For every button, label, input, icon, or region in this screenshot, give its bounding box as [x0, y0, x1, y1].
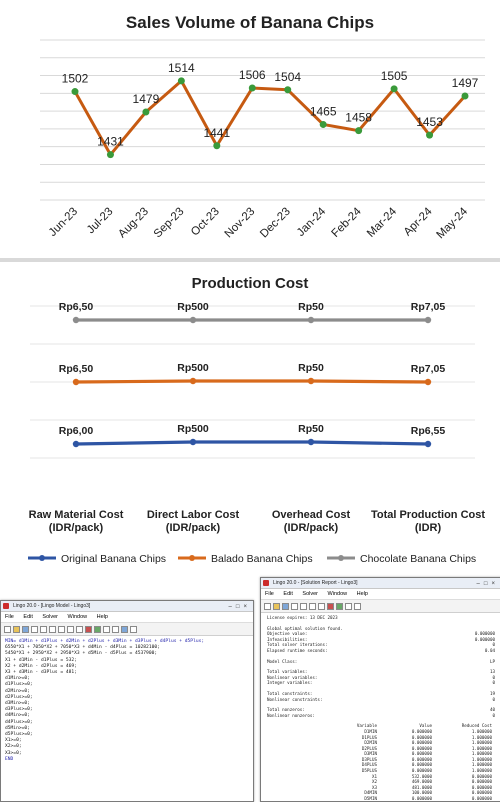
toolbar — [261, 600, 500, 613]
menu-help[interactable]: Help — [356, 591, 368, 597]
open-folder-icon[interactable] — [13, 626, 20, 633]
x-tick-label: Dec-23 — [258, 205, 293, 241]
options-icon[interactable] — [345, 603, 352, 610]
x-tick-label: Oct-23 — [189, 205, 222, 239]
report-line: Nonlinear variables: 0 — [267, 674, 495, 680]
data-point — [249, 85, 256, 92]
constraints-block — [267, 691, 495, 702]
solution-report-text[interactable] — [261, 613, 500, 802]
data-point — [73, 379, 79, 385]
chart-title: Sales Volume of Banana Chips — [125, 13, 375, 32]
cut-icon[interactable] — [300, 603, 307, 610]
code-line: d1Min>=0; — [5, 676, 30, 682]
code-line: 5450*X1 + 2950*X2 + 2950*X3 + d5Min - d5Plus = 4537900; — [5, 651, 158, 657]
x-tick-label: May-24 — [434, 205, 471, 242]
data-label: Rp500 — [177, 362, 209, 374]
data-label: Rp7,05 — [410, 363, 446, 375]
x-tick-label: Sep-23 — [151, 205, 187, 241]
print-icon[interactable] — [291, 603, 298, 610]
x-tick-label: Raw Material Cost — [28, 509, 124, 521]
x-tick-label: Overhead Cost — [271, 509, 351, 521]
sales-volume-svg — [0, 0, 500, 258]
report-line: Integer variables: 0 — [267, 680, 495, 686]
solution-report-window[interactable] — [260, 577, 500, 802]
data-point — [73, 441, 79, 447]
code-line: d2Min>=0; — [5, 688, 30, 694]
data-label: 1431 — [97, 134, 124, 149]
data-label: 1502 — [61, 71, 89, 86]
data-point — [391, 85, 398, 92]
code-line: X1 + d1Min - d1Plus = 532; — [5, 657, 77, 663]
code-line: 6550*X1 + 7050*X2 + 7050*X3 + d4Min - d4Plus = 10282100; — [5, 645, 160, 651]
paste-icon[interactable] — [58, 626, 65, 633]
nonzeros-block — [267, 707, 495, 718]
code-line: END — [5, 756, 14, 762]
x-tick-label: Jun-23 — [46, 205, 81, 239]
data-label: 1514 — [168, 60, 195, 75]
code-line: d4Plus>=0; — [5, 719, 33, 725]
menu-help[interactable]: Help — [96, 614, 108, 620]
run-icon[interactable] — [94, 626, 101, 633]
x-tick-label: Jan-24 — [294, 205, 329, 239]
data-point — [308, 378, 314, 384]
toolbar — [1, 623, 253, 636]
code-line: d3Plus>=0; — [5, 707, 33, 713]
data-label: 1497 — [451, 76, 479, 90]
lingo-app-icon — [3, 603, 9, 609]
menu-bar — [1, 612, 253, 623]
data-point — [190, 378, 196, 384]
code-line: d3Min>=0; — [5, 701, 30, 707]
x-tick-label: (IDR/pack) — [48, 522, 104, 534]
x-tick-label: Direct Labor Cost — [146, 509, 240, 521]
data-point — [107, 151, 114, 158]
code-line: X2 + d2Min - d2Plus = 469; — [5, 663, 77, 669]
data-label: Rp6,00 — [58, 425, 94, 437]
matrix-icon[interactable] — [103, 626, 110, 633]
code-line: d2Plus>=0; — [5, 694, 33, 700]
code-line: MIN= d1Min + d1Plus + d2Min + d2Plus + d3Min + d3Plus + d4Plus + d5Plus; — [5, 639, 205, 644]
data-label: Rp50 — [298, 301, 324, 313]
data-label: 1453 — [416, 115, 443, 130]
report-line: Total constraints: 19 — [267, 690, 495, 696]
menu-solver[interactable]: Solver — [42, 614, 59, 620]
model-class-line: Model Class: LP — [267, 658, 495, 664]
model-code-editor[interactable] — [1, 636, 253, 766]
data-label: Rp50 — [298, 423, 324, 435]
data-label: Rp6,50 — [58, 363, 94, 375]
print-icon[interactable] — [31, 626, 38, 633]
report-line: Objective value: 0.000000 — [267, 631, 495, 637]
table-row: D4PLUS 0.000000 1.000000 — [361, 762, 492, 768]
data-label: Rp6,50 — [58, 301, 94, 313]
status-block — [267, 626, 495, 654]
sales-volume-chart — [0, 0, 500, 258]
menu-window[interactable]: Window — [327, 591, 348, 597]
report-line: Total variables: 13 — [267, 669, 495, 675]
data-point — [425, 317, 431, 323]
window-tile-icon[interactable] — [121, 626, 128, 633]
variables-block — [267, 669, 495, 686]
window-titlebar[interactable] — [261, 578, 500, 589]
window-titlebar[interactable] — [1, 601, 253, 612]
x-tick-label: Aug-23 — [116, 205, 152, 241]
new-file-icon[interactable] — [264, 603, 271, 610]
open-folder-icon[interactable] — [273, 603, 280, 610]
lingo-model-window[interactable] — [0, 600, 254, 802]
menu-file[interactable]: File — [265, 591, 274, 597]
help-icon[interactable] — [354, 603, 361, 610]
data-label: Rp6,55 — [410, 425, 446, 437]
data-label: Rp500 — [177, 301, 209, 313]
x-tick-label: (IDR) — [414, 522, 442, 534]
x-tick-label: (IDR/pack) — [165, 522, 221, 534]
window-title: Lingo 20.0 - [Lingo Model - Lingo3] — [13, 603, 91, 609]
table-row: X3 481.0000 0.000000 — [371, 784, 492, 790]
code-line: X3>=0; — [5, 750, 22, 756]
data-point — [425, 441, 431, 447]
table-row: D4MIN 100.0000 0.000000 — [364, 790, 492, 796]
x-tick-label: Nov-23 — [222, 205, 258, 241]
menu-file[interactable]: File — [5, 614, 14, 620]
x-tick-label: Jul-23 — [84, 205, 116, 237]
data-label: 1505 — [380, 68, 408, 83]
series-line — [76, 442, 428, 444]
legend-marker — [338, 555, 344, 561]
report-line: Global optimal solution found. — [267, 625, 343, 631]
data-label: 1465 — [309, 104, 337, 119]
x-tick-label: Total Production Cost — [370, 509, 486, 521]
x-tick-label: (IDR/pack) — [283, 522, 339, 534]
code-line: d5Min>=0; — [5, 725, 30, 731]
options-icon[interactable] — [112, 626, 119, 633]
data-label: Rp7,05 — [410, 301, 446, 313]
x-tick-label: Apr-24 — [401, 205, 435, 239]
data-point — [320, 121, 327, 128]
report-line: Nonlinear nonzeros: 0 — [267, 712, 495, 718]
cut-icon[interactable] — [40, 626, 47, 633]
save-icon[interactable] — [282, 603, 289, 610]
new-file-icon[interactable] — [4, 626, 11, 633]
code-line: d5Plus>=0; — [5, 732, 33, 738]
window-controls[interactable]: –□× — [228, 604, 251, 610]
menu-edit[interactable]: Edit — [23, 614, 33, 620]
data-point — [462, 93, 469, 100]
license-line: License expires: 13 DEC 2023 — [267, 615, 338, 620]
copy-icon[interactable] — [309, 603, 316, 610]
table-row: D5PLUS 0.000000 1.000000 — [361, 768, 492, 774]
production-cost-chart — [0, 262, 500, 572]
table-header-row: Variable Value Reduced Cost — [356, 723, 492, 729]
solve-icon[interactable] — [85, 626, 92, 633]
data-point — [284, 86, 291, 93]
code-line: X2>=0; — [5, 744, 22, 750]
data-label: 1479 — [132, 92, 160, 106]
data-point — [72, 88, 79, 95]
solve-icon[interactable] — [327, 603, 334, 610]
help-icon[interactable] — [130, 626, 137, 633]
x-tick-label: Feb-24 — [329, 205, 364, 240]
data-point — [178, 77, 185, 84]
menu-window[interactable]: Window — [67, 614, 88, 620]
report-line: Total nonzeros: 40 — [267, 707, 495, 713]
table-row: D1PLUS 0.000000 1.000000 — [361, 734, 492, 740]
chart-title: Production Cost — [191, 275, 309, 292]
table-row: D5MIN 0.000000 0.000000 — [364, 796, 492, 802]
data-point — [308, 317, 314, 323]
report-line: Infeasibilities: 0.000000 — [267, 636, 495, 642]
variable-table — [267, 723, 495, 801]
legend-label: Original Banana Chips — [61, 553, 167, 565]
data-point — [308, 439, 314, 445]
data-label: Rp500 — [177, 423, 209, 435]
code-line: d1Plus>=0; — [5, 682, 33, 688]
find-icon[interactable] — [76, 626, 83, 633]
window-controls[interactable]: –□× — [476, 581, 499, 587]
data-point — [213, 142, 220, 149]
data-point — [190, 317, 196, 323]
code-line: X1>=0; — [5, 738, 22, 744]
data-point — [73, 317, 79, 323]
undo-icon[interactable] — [67, 626, 74, 633]
lingo-app-icon — [263, 580, 269, 586]
legend-label: Balado Banana Chips — [211, 553, 313, 565]
report-line: Elapsed runtime seconds: 0.04 — [267, 647, 495, 653]
menu-bar — [261, 589, 500, 600]
series-line — [76, 381, 428, 382]
production-cost-svg — [0, 262, 500, 572]
table-row: D3MIN 0.000000 1.000000 — [364, 751, 492, 757]
paste-icon[interactable] — [318, 603, 325, 610]
report-line: Total solver iterations: 0 — [267, 642, 495, 648]
table-row: X2 469.0000 0.000000 — [371, 779, 492, 785]
window-title: Lingo 20.0 - [Solution Report - Lingo3] — [273, 580, 358, 586]
save-icon[interactable] — [22, 626, 29, 633]
data-label: Rp50 — [298, 362, 324, 374]
run-icon[interactable] — [336, 603, 343, 610]
data-point — [426, 132, 433, 139]
table-row: D1MIN 0.000000 1.000000 — [364, 728, 492, 734]
data-point — [355, 127, 362, 134]
copy-icon[interactable] — [49, 626, 56, 633]
table-row: D2PLUS 0.000000 1.000000 — [361, 745, 492, 751]
data-label: 1504 — [274, 69, 302, 84]
data-point — [142, 109, 149, 116]
data-point — [190, 439, 196, 445]
data-point — [425, 379, 431, 385]
report-line: Nonlinear constraints: 0 — [267, 696, 495, 702]
data-label: 1506 — [238, 68, 266, 82]
data-label: 1458 — [345, 110, 372, 125]
menu-edit[interactable]: Edit — [283, 591, 293, 597]
table-row: D2MIN 0.000000 1.000000 — [364, 740, 492, 746]
legend-marker — [39, 555, 45, 561]
code-line: X3 + d3Min - d3Plus = 481; — [5, 670, 77, 676]
menu-solver[interactable]: Solver — [302, 591, 319, 597]
data-label: 1441 — [203, 125, 231, 140]
legend-marker — [189, 555, 195, 561]
table-row: X1 532.0000 0.000000 — [371, 773, 492, 779]
x-tick-label: Mar-24 — [364, 205, 400, 240]
code-line: d4Min>=0; — [5, 713, 30, 719]
legend-label: Chocolate Banana Chips — [360, 553, 477, 565]
table-row: D3PLUS 0.000000 1.000000 — [361, 756, 492, 762]
